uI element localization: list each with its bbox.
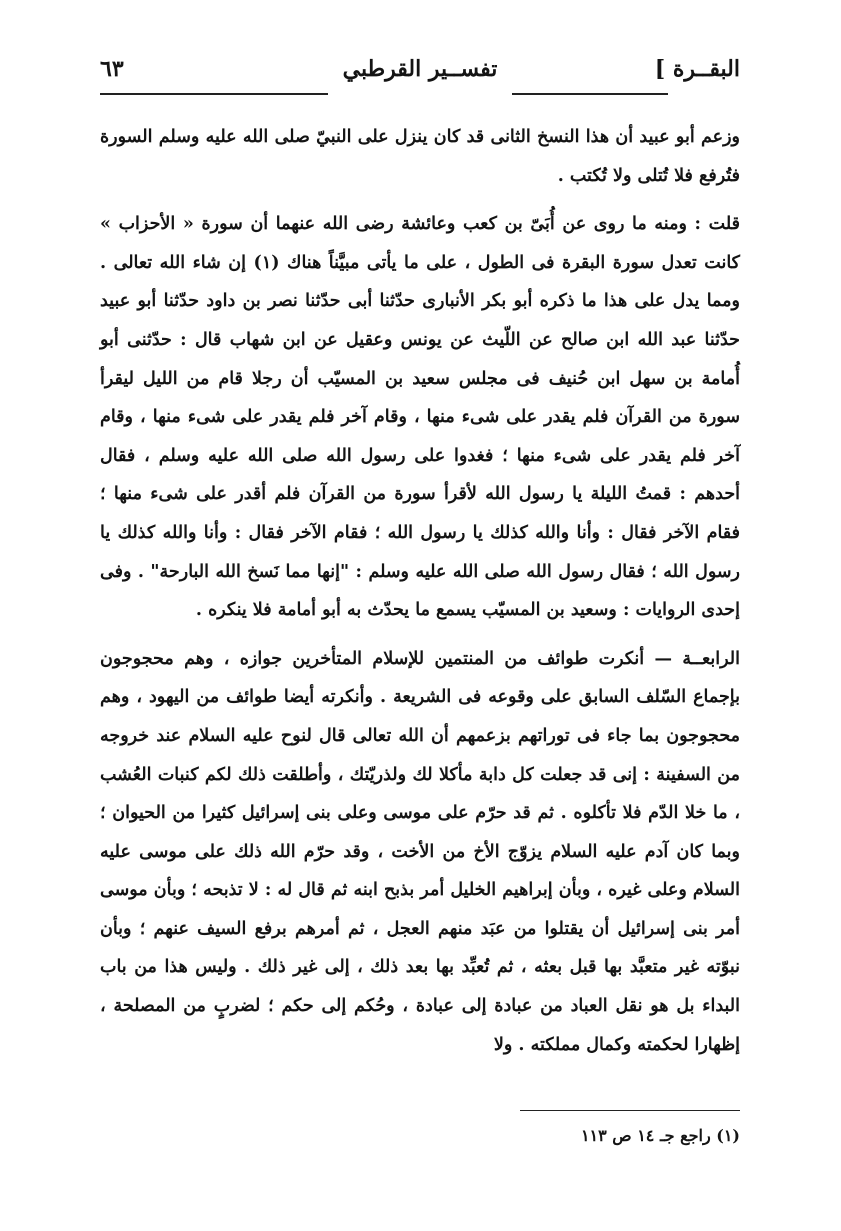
paragraph-1: وزعم أبو عبيد أن هذا النسخ الثانى قد كان ينزل على النبيّ صلى الله عليه وسلم السورة فتُرفع فلا تُتلى ولا تُكتب . (100, 127, 740, 186)
surah-name: البقــرة ] (654, 56, 740, 82)
paragraph-2: قلت : ومنه ما روى عن أُبَىّ بن كعب وعائشة رضى الله عنهما أن سورة « الأحزاب » كانت تعدل سورة البقرة فى الطول ، على ما يأتى مبيَّناً هناك (١) إن شاء الله تعالى . ومما يدل على هذا ما ذكره أبو بكر الأنبارى حدّثنا أبى حدّثنا نصر بن داود حدّثنا أبو عبيد حدّثنا عبد الله ابن صالح عن اللّيث عن يونس وعقيل عن ابن شهاب قال : حدّثنى أبو أُمامة بن سهل ابن حُنيف فى مجلس سعيد بن المسيّب أن رجلا قام من الليل ليقرأ سورة من القرآن فلم يقدر على شىء منها ، وقام آخر فلم يقدر على شىء منها ، وقام آخر فلم يقدر على شىء منها ؛ فغدوا على رسول الله صلى الله عليه وسلم ، فقال أحدهم : قمتُ الليلة يا رسول الله لأقرأ سورة من القرآن فلم أقدر على شىء منها ؛ فقام الآخر فقال : وأنا والله كذلك يا رسول الله ؛ فقام الآخر فقال : وأنا والله كذلك يا رسول الله ؛ فقال رسول الله صلى الله عليه وسلم : "إنها مما نَسخ الله البارحة" . وفى إحدى الروايات : وسعيد بن المسيّب يسمع ما يحدّث به أبو أمامة فلا ينكره . (100, 214, 740, 621)
main-text (100, 118, 740, 1064)
footnote: (١) راجع جـ ١٤ ص ١١٣ (580, 1126, 740, 1145)
header-rule-left (100, 93, 328, 95)
header-rule-right (512, 93, 668, 95)
running-header (100, 50, 740, 94)
book-title: تفســير القرطبي (342, 56, 498, 82)
footnote-rule (520, 1110, 740, 1111)
page-number: ٦٣ (100, 56, 124, 82)
paragraph-3: الرابعــة — أنكرت طوائف من المنتمين للإسلام المتأخرين جوازه ، وهم محجوجون بإجماع السّلف السابق على وقوعه فى الشريعة . وأنكرته أيضا طوائف من اليهود ، وهم محجوجون بما جاء فى توراتهم بزعمهم أن الله تعالى قال لنوح عليه السلام عند خروجه من السفينة : إنى قد جعلت كل دابة مأكلا لك ولذريّتك ، وأطلقت ذلك لكم كنبات العُشب ، ما خلا الدّم فلا تأكلوه . ثم قد حرّم على موسى وعلى بنى إسرائيل كثيرا من الحيوان ؛ وبما كان آدم عليه السلام يزوّج الأخ من الأخت ، وقد حرّم الله ذلك على موسى عليه السلام وعلى غيره ، وبأن إبراهيم الخليل أمر بذبح ابنه ثم قال له : لا تذبحه ؛ وبأن موسى أمر بنى إسرائيل أن يقتلوا من عبَد منهم العجل ، ثم أمرهم برفع السيف عنهم ؛ وبأن نبوّته غير متعبَّد بها قبل بعثه ، ثم تُعبِّد بها بعد ذلك ، إلى غير ذلك . وليس هذا من باب البداء بل هو نقل العباد من عبادة إلى عبادة ، وحُكم إلى حكم ؛ لضربٍ من المصلحة ، إظهارا لحكمته وكمال مملكته . ولا (100, 648, 740, 1055)
